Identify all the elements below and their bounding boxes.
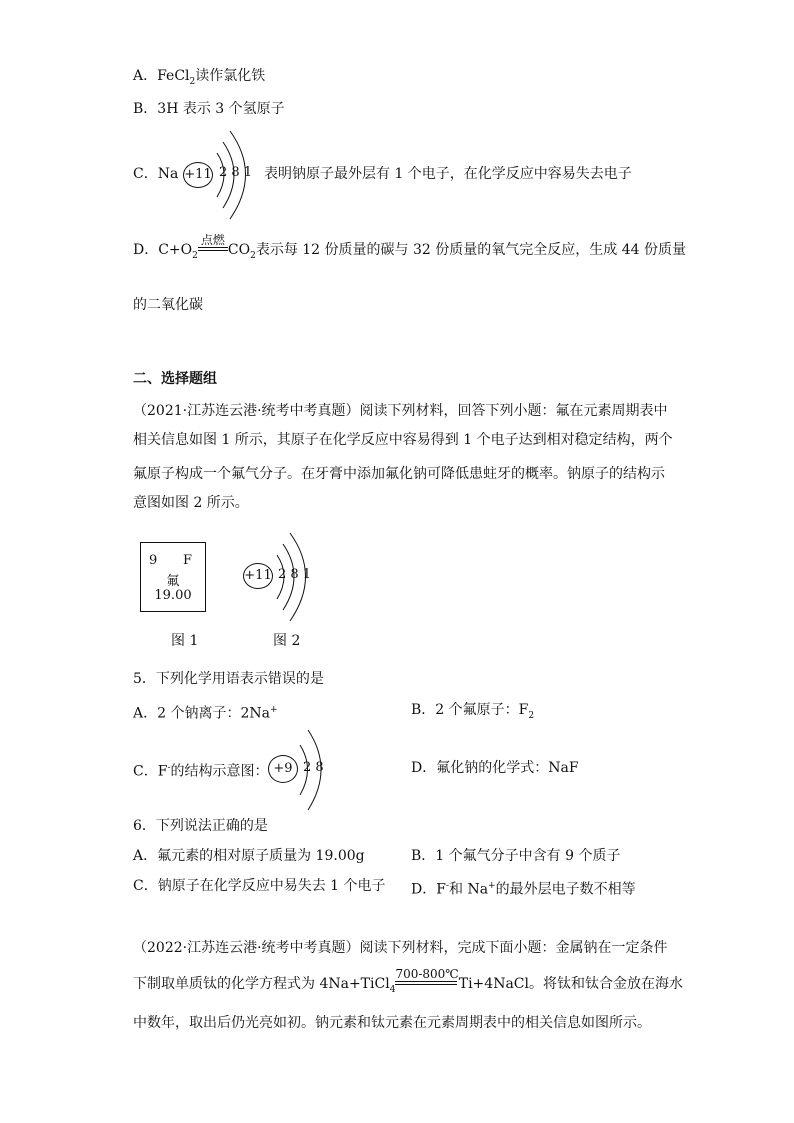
- nucleus: +11: [183, 162, 213, 188]
- q5-option-c: C．F-的结构示意图：: [133, 763, 269, 780]
- atomic-number: 9: [149, 553, 158, 568]
- q5-option-d: D．氟化钠的化学式：NaF: [411, 760, 579, 776]
- section-heading: 二、选择题组: [133, 371, 217, 387]
- q4-option-a: A．FeCl$_2$读作氯化铁: [133, 68, 266, 87]
- q4-option-b: B．3H 表示 3 个氢原子: [133, 101, 285, 117]
- q4-option-d-continued: 的二氧化碳: [133, 297, 203, 313]
- passage1-line4: 意图如图 2 所示。: [133, 495, 249, 511]
- passage1-line3: 氟原子构成一个氟气分子。在牙膏中添加氟化钠可降低患蛀牙的概率。钠原子的结构示: [133, 466, 665, 482]
- fluorine-element-box: [140, 542, 206, 612]
- q6-option-a: A．氟元素的相对原子质量为 19.00g: [133, 848, 365, 864]
- q6-option-c: C．钠原子在化学反应中易失去 1 个电子: [133, 878, 386, 894]
- element-name: 氟: [166, 574, 180, 589]
- q4-option-d: D．$C+O_2$ 点燃 $CO_2$表示每 12 份质量的碳与 32 份质量的氧气完全反应，生成 44 份质量: [133, 233, 686, 261]
- q6-stem: 6．下列说法正确的是: [133, 818, 268, 834]
- electron-shell-numbers: 2 8: [303, 760, 324, 775]
- q6-option-b: B．1 个氟气分子中含有 9 个质子: [411, 848, 621, 864]
- reaction-condition-arrow: 点燃: [198, 233, 228, 251]
- passage1-line1: （2021·江苏连云港·统考中考真题）阅读下列材料，回答下列小题：氟在元素周期表中: [133, 403, 668, 419]
- q5-option-a: A．2 个钠离子：2Na+: [133, 705, 278, 722]
- passage2-line3: 中数年，取出后仍光亮如初。钠元素和钛元素在元素周期表中的相关信息如图所示。: [133, 1015, 651, 1031]
- reaction-condition-arrow: 700-800℃: [395, 967, 458, 985]
- passage1-line2: 相关信息如图 1 所示，其原子在化学反应中容易得到 1 个电子达到相对稳定结构，两个: [133, 432, 673, 448]
- electron-shell-numbers: 2 8 1: [278, 567, 312, 582]
- q5-option-b: B．2 个氟原子：$F_2$: [411, 702, 535, 721]
- nucleus: +9: [268, 755, 298, 783]
- nucleus: +11: [243, 563, 273, 589]
- electron-shell-numbers: 2 8 1: [219, 165, 253, 180]
- figure1-caption: 图 1: [171, 633, 199, 649]
- atomic-mass: 19.00: [154, 588, 192, 603]
- q4-option-c-text: 表明钠原子最外层有 1 个电子，在化学反应中容易失去电子: [264, 166, 632, 182]
- q4-option-c-label: C．Na: [133, 166, 179, 182]
- q5-stem: 5．下列化学用语表示错误的是: [133, 671, 324, 687]
- figure2-caption: 图 2: [273, 633, 301, 649]
- passage2-line1: （2022·江苏连云港·统考中考真题）阅读下列材料，完成下面小题：金属钠在一定条件: [133, 940, 668, 956]
- passage2-line2: 下制取单质钛的化学方程式为 4Na+TiCl$_4$ 700-800℃ Ti+4NaCl。将钛和钛合金放在海水: [133, 967, 683, 995]
- q6-option-d: D．F-和 Na+的最外层电子数不相等: [411, 881, 636, 898]
- electron-shell-arcs: [265, 527, 325, 627]
- electron-shell-arcs: [205, 125, 265, 225]
- element-symbol: F: [183, 553, 193, 568]
- electron-shell-arcs: [290, 720, 340, 820]
